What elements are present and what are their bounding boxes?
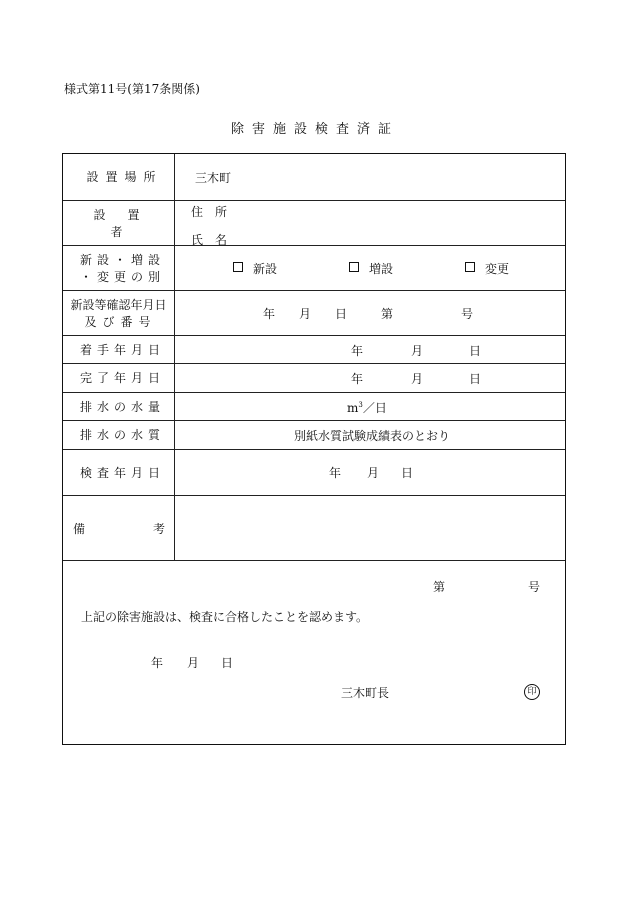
footer-go: 号 bbox=[528, 580, 541, 594]
completion-date-label: 完了年月日 bbox=[79, 371, 165, 385]
option-new[interactable]: 新設 bbox=[233, 260, 277, 277]
remarks-label-right: 考 bbox=[153, 522, 166, 536]
checkbox-icon[interactable] bbox=[349, 262, 359, 272]
confirmation-label-line1: 新設等確認年月日 bbox=[70, 297, 167, 312]
address-label: 住 所 bbox=[191, 205, 228, 219]
installer-label: 設置者 bbox=[93, 207, 162, 239]
footer-day: 日 bbox=[221, 656, 234, 670]
confirmation-year: 年 bbox=[263, 307, 276, 321]
footer-month: 月 bbox=[187, 656, 200, 670]
discharge-volume-label: 排水の水量 bbox=[79, 399, 165, 414]
row-category bbox=[63, 246, 565, 291]
start-year: 年 bbox=[351, 344, 364, 358]
completion-year: 年 bbox=[351, 372, 364, 386]
location-label: 設置場所 bbox=[86, 170, 163, 184]
row-confirmation bbox=[63, 291, 565, 336]
option-change[interactable]: 変更 bbox=[465, 260, 509, 277]
completion-month: 月 bbox=[411, 372, 424, 386]
row-remarks bbox=[63, 496, 565, 561]
confirmation-go: 号 bbox=[461, 307, 474, 321]
confirmation-dai: 第 bbox=[381, 307, 394, 321]
row-inspection-date bbox=[63, 450, 565, 496]
confirmation-label-line2: 及び番号 bbox=[84, 314, 157, 329]
confirmation-day: 日 bbox=[335, 307, 348, 321]
category-label-line1: 新設・増設 bbox=[79, 252, 165, 267]
location-value: 三木町 bbox=[195, 171, 232, 185]
start-date-label: 着手年月日 bbox=[79, 342, 165, 357]
start-month: 月 bbox=[411, 344, 424, 358]
row-installer bbox=[63, 201, 565, 246]
row-completion-date bbox=[63, 364, 565, 393]
row-start-date bbox=[63, 336, 565, 364]
document-title: 除害施設検査済証 bbox=[230, 122, 399, 137]
inspection-year: 年 bbox=[329, 466, 342, 480]
discharge-volume-unit: $m^3/$日 bbox=[347, 401, 387, 415]
inspection-day: 日 bbox=[401, 466, 414, 480]
option-expand[interactable]: 増設 bbox=[349, 260, 393, 277]
discharge-quality-value: 別紙水質試験成績表のとおり bbox=[294, 429, 451, 443]
category-label-line2: ・変更の別 bbox=[79, 269, 165, 284]
issuer: 三木町長 bbox=[341, 686, 390, 700]
footer-dai: 第 bbox=[433, 580, 446, 594]
start-day: 日 bbox=[469, 344, 482, 358]
row-discharge-quality bbox=[63, 421, 565, 450]
discharge-quality-label: 排水の水質 bbox=[79, 428, 165, 442]
row-discharge-volume bbox=[63, 393, 565, 421]
inspection-date-label: 検査年月日 bbox=[79, 465, 165, 480]
seal-icon: 印 bbox=[524, 684, 540, 700]
inspection-month: 月 bbox=[367, 466, 380, 480]
checkbox-icon[interactable] bbox=[233, 262, 243, 272]
name-label: 氏 名 bbox=[191, 233, 228, 247]
row-location bbox=[63, 154, 565, 201]
form-number: 様式第11号(第17条関係) bbox=[64, 82, 200, 96]
completion-day: 日 bbox=[469, 372, 482, 386]
footer-year: 年 bbox=[151, 656, 164, 670]
confirmation-month: 月 bbox=[299, 307, 312, 321]
certification-statement: 上記の除害施設は、検査に合格したことを認めます。 bbox=[81, 610, 369, 624]
certificate-frame bbox=[62, 153, 566, 745]
checkbox-icon[interactable] bbox=[465, 262, 475, 272]
remarks-label-left: 備 bbox=[73, 522, 86, 536]
